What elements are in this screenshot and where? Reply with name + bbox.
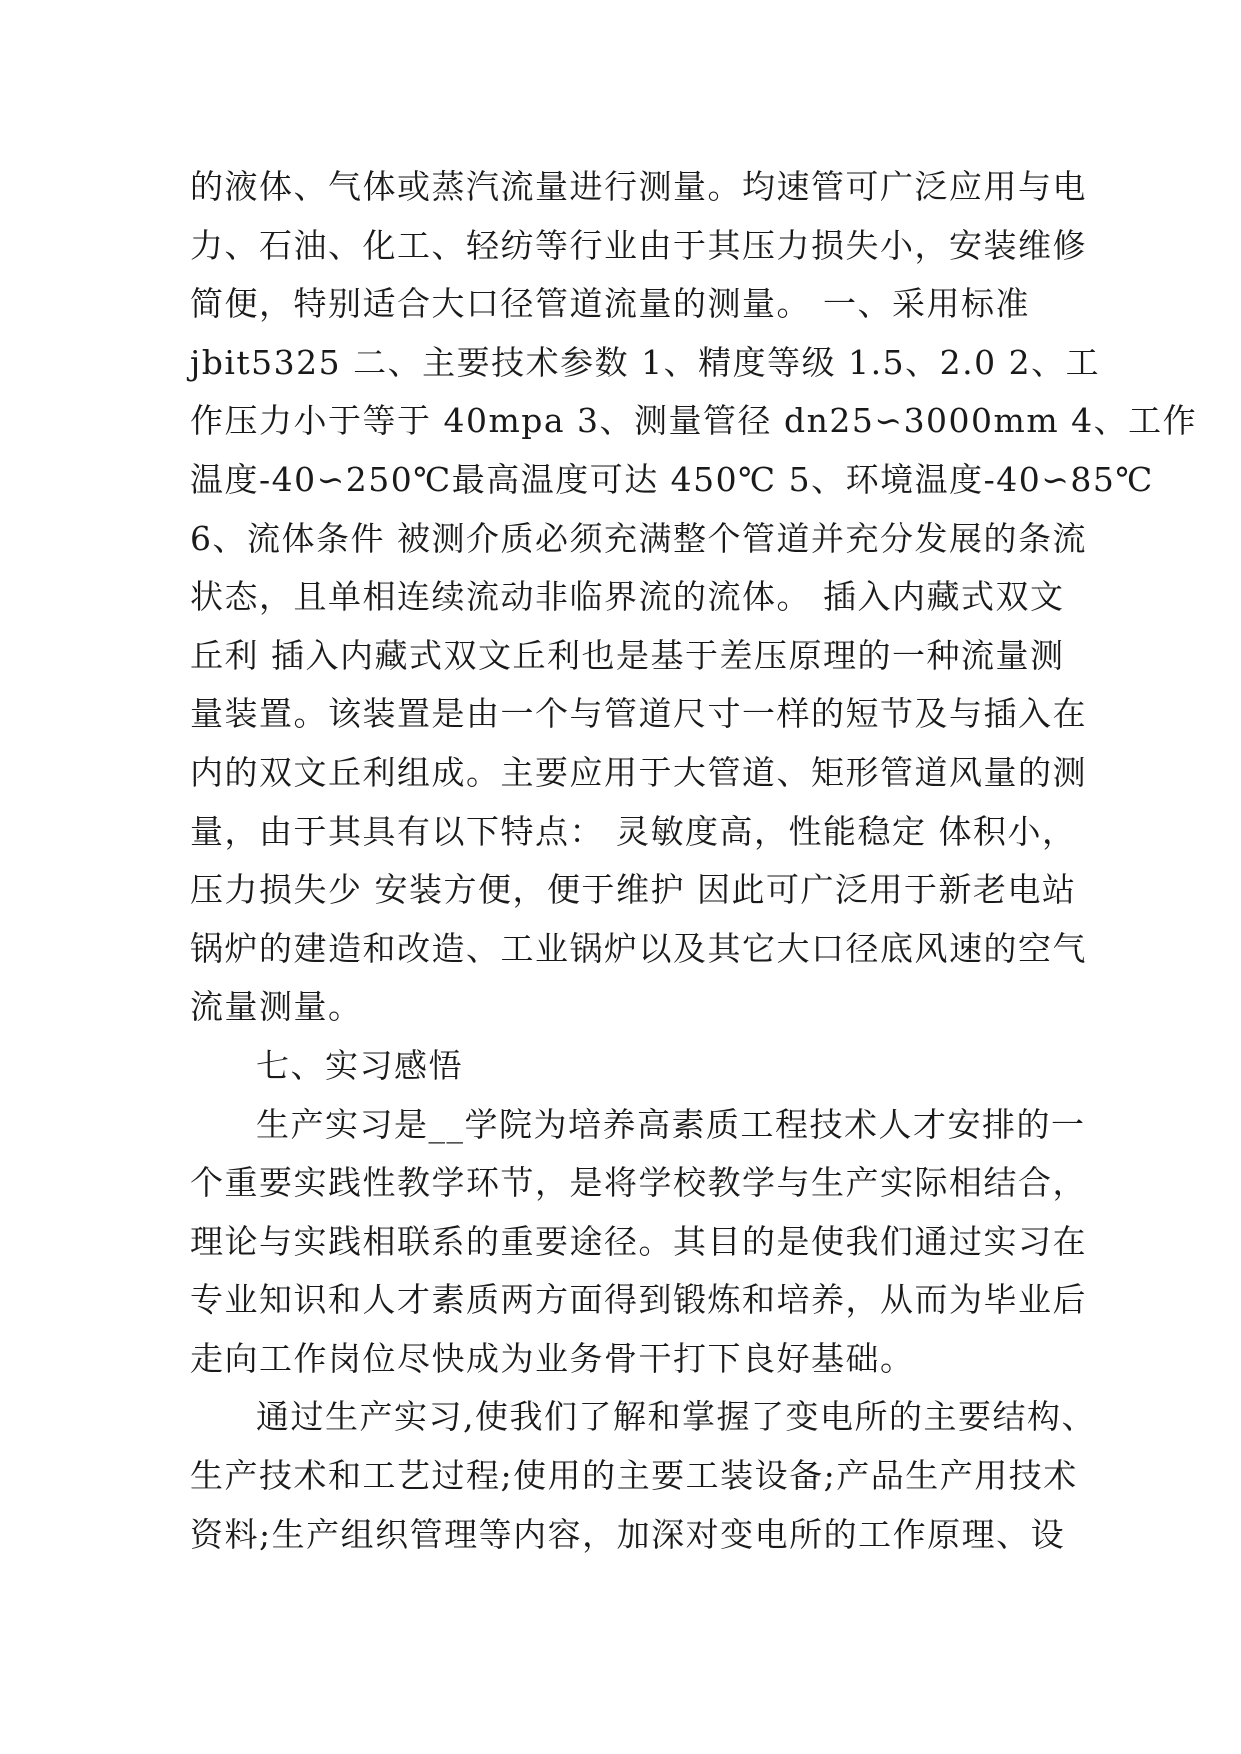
text-line: 流量测量。 (190, 987, 363, 1027)
text-line: 量装置。该装置是由一个与管道尺寸一样的短节及与插入在 (190, 694, 1087, 734)
text-line: 力、石油、化工、轻纺等行业由于其压力损失小，安装维修 (190, 225, 1087, 265)
text-line: 丘利 插入内藏式双文丘利也是基于差压原理的一种流量测 (190, 635, 1065, 675)
text-line: 专业知识和人才素质两方面得到锻炼和培养，从而为毕业后 (190, 1280, 1087, 1320)
text-line: jbit5325 二、主要技术参数 1、精度等级 1.5、2.0 2、工 (190, 342, 1101, 382)
text-line: 量，由于其具有以下特点： 灵敏度高，性能稳定 体积小， (190, 811, 1077, 851)
text-line: 简便，特别适合大口径管道流量的测量。 一、采用标准 (190, 284, 1030, 324)
text-line: 个重要实践性教学环节，是将学校教学与生产实际相结合， (190, 1163, 1087, 1203)
text-line: 锅炉的建造和改造、工业锅炉以及其它大口径底风速的空气 (190, 928, 1087, 968)
text-line: 资料;生产组织管理等内容，加深对变电所的工作原理、设 (190, 1514, 1066, 1554)
section-heading: 七、实习感悟 (256, 1045, 463, 1085)
text-line: 的液体、气体或蒸汽流量进行测量。均速管可广泛应用与电 (190, 167, 1087, 206)
text-line: 状态，且单相连续流动非临界流的流体。 插入内藏式双文 (190, 577, 1065, 617)
text-line: 6、流体条件 被测介质必须充满整个管道并充分发展的条流 (190, 518, 1087, 558)
text-line: 压力损失少 安装方便，便于维护 因此可广泛用于新老电站 (190, 870, 1077, 910)
text-line: 理论与实践相联系的重要途径。其目的是使我们通过实习在 (190, 1221, 1087, 1261)
text-line: 走向工作岗位尽快成为业务骨干打下良好基础。 (190, 1338, 915, 1378)
text-line: 作压力小于等于 40mpa 3、测量管径 dn25∽3000mm 4、工作 (190, 401, 1198, 441)
paragraph-first-line: 生产实习是__学院为培养高素质工程技术人才安排的一 (256, 1104, 1086, 1144)
paragraph-first-line: 通过生产实习,使我们了解和掌握了变电所的主要结构、 (256, 1397, 1096, 1437)
text-line: 生产技术和工艺过程;使用的主要工装设备;产品生产用技术 (190, 1456, 1078, 1496)
text-line: 内的双文丘利组成。主要应用于大管道、矩形管道风量的测 (190, 752, 1087, 792)
text-line: 温度-40∽250℃最高温度可达 450℃ 5、环境温度-40∽85℃ (190, 459, 1154, 499)
document-body (190, 158, 1198, 1564)
